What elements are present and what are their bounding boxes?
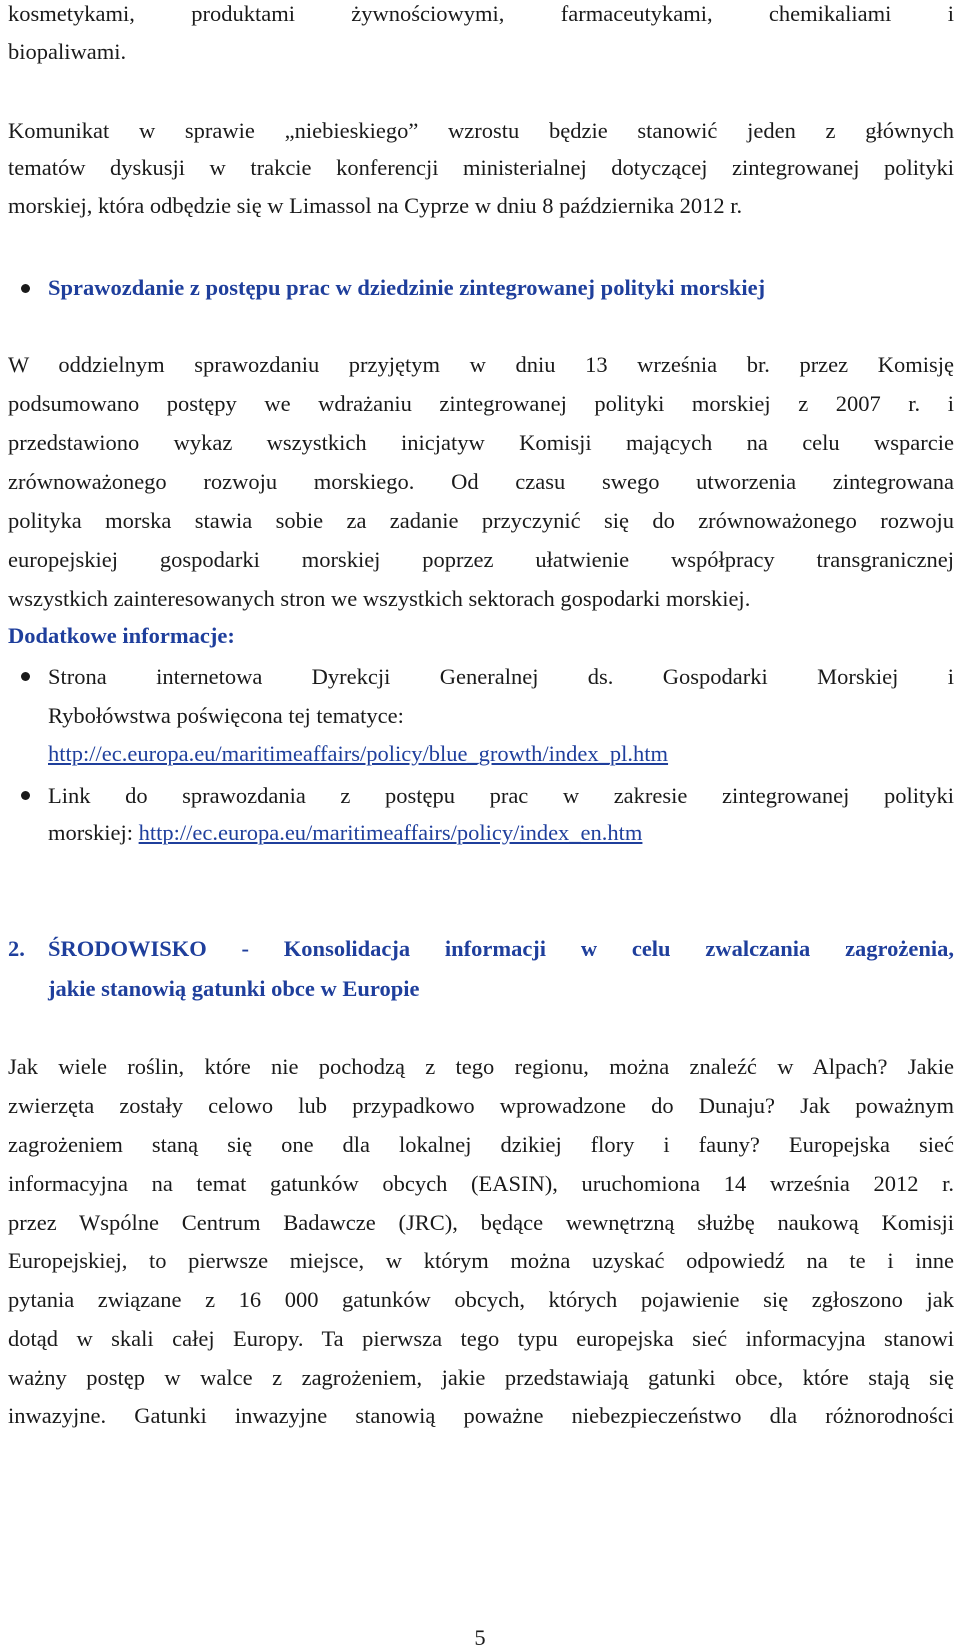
intro-line-1: kosmetykami, produktami żywnościowymi, farmaceutykami, chemikaliami i (8, 1, 954, 26)
species-line-10: inwazyjne. Gatunki inwazyjne stanowią poważne niebezpieczeństwo dla różnorodności (8, 1403, 954, 1428)
progress-line-6: europejskiej gospodarki morskiej poprzez ułatwienie współpracy transgranicznej (8, 547, 954, 572)
progress-line-1: W oddzielnym sprawozdaniu przyjętym w dniu 13 września br. przez Komisję (8, 352, 954, 377)
policy-report-link[interactable]: http://ec.europa.eu/maritimeaffairs/policy/index_en.htm (138, 820, 643, 845)
additional-item-1-line-1: Strona internetowa Dyrekcji Generalnej ds. Gospodarki Morskiej i (48, 664, 954, 689)
species-line-5: przez Wspólne Centrum Badawcze (JRC), będące wewnętrzną służbę naukową Komisji (8, 1210, 954, 1235)
communication-line-1: Komunikat w sprawie „niebieskiego” wzrostu będzie stanowić jeden z głównych (8, 118, 954, 143)
section-2-title-line-1: ŚRODOWISKO - Konsolidacja informacji w celu zwalczania zagrożenia, (48, 936, 954, 961)
species-line-3: zagrożeniem staną się one dla lokalnej dzikiej flory i fauny? Europejska sieć (8, 1132, 954, 1157)
progress-heading: Sprawozdanie z postępu prac w dziedzinie zintegrowanej polityki morskiej (48, 275, 766, 300)
progress-line-4: zrównoważonego rozwoju morskiego. Od czasu swego utworzenia zintegrowana (8, 469, 954, 494)
additional-item-2-line-2 (48, 819, 642, 847)
intro-line-2: biopaliwami. (8, 39, 127, 64)
bullet-icon (21, 284, 30, 293)
progress-line-5: polityka morska stawia sobie za zadanie przyczynić się do zrównoważonego rozwoju (8, 508, 954, 533)
species-line-6: Europejskiej, to pierwsze miejsce, w którym można uzyskać odpowiedź na te i inne (8, 1248, 954, 1273)
communication-line-3: morskiej, która odbędzie się w Limassol na Cyprze w dniu 8 października 2012 r. (8, 193, 743, 218)
additional-item-1-line-2: Rybołówstwa poświęcona tej tematyce: (48, 703, 404, 728)
species-line-7: pytania związane z 16 000 gatunków obcych, których pojawienie się zgłoszono jak (8, 1287, 954, 1312)
additional-item-2-line-1: Link do sprawozdania z postępu prac w zakresie zintegrowanej polityki (48, 783, 954, 808)
progress-line-3: przedstawiono wykaz wszystkich inicjatyw Komisji mających na celu wsparcie (8, 430, 954, 455)
species-line-8: dotąd w skali całej Europy. Ta pierwsza tego typu europejska sieć informacyjna stanowi (8, 1326, 954, 1351)
blue-growth-link[interactable]: http://ec.europa.eu/maritimeaffairs/policy/blue_growth/index_pl.htm (48, 741, 669, 766)
species-line-2: zwierzęta zostały celowo lub przypadkowo wprowadzone do Dunaju? Jak poważnym (8, 1093, 954, 1118)
communication-line-2: tematów dyskusji w trakcie konferencji ministerialnej dotyczącej zintegrowanej polityki (8, 155, 954, 180)
bullet-icon (21, 791, 30, 800)
page-number: 5 (474, 1625, 486, 1650)
progress-line-7: wszystkich zainteresowanych stron we wszystkich sektorach gospodarki morskiej. (8, 586, 751, 611)
section-2-number: 2. (8, 936, 25, 961)
progress-line-2: podsumowano postępy we wdrażaniu zintegrowanej polityki morskiej z 2007 r. i (8, 391, 954, 416)
additional-item-1-url (48, 740, 668, 768)
species-line-1: Jak wiele roślin, które nie pochodzą z tego regionu, można znaleźć w Alpach? Jakie (8, 1054, 954, 1079)
bullet-icon (21, 672, 30, 681)
section-2-title-line-2: jakie stanowią gatunki obce w Europie (48, 976, 420, 1001)
species-line-4: informacyjna na temat gatunków obcych (EASIN), uruchomiona 14 września 2012 r. (8, 1171, 954, 1196)
species-line-9: ważny postęp w walce z zagrożeniem, jakie przedstawiają gatunki obce, które stają się (8, 1365, 954, 1390)
additional-item-2-prefix: morskiej: (48, 820, 139, 845)
additional-info-heading: Dodatkowe informacje: (8, 623, 235, 648)
